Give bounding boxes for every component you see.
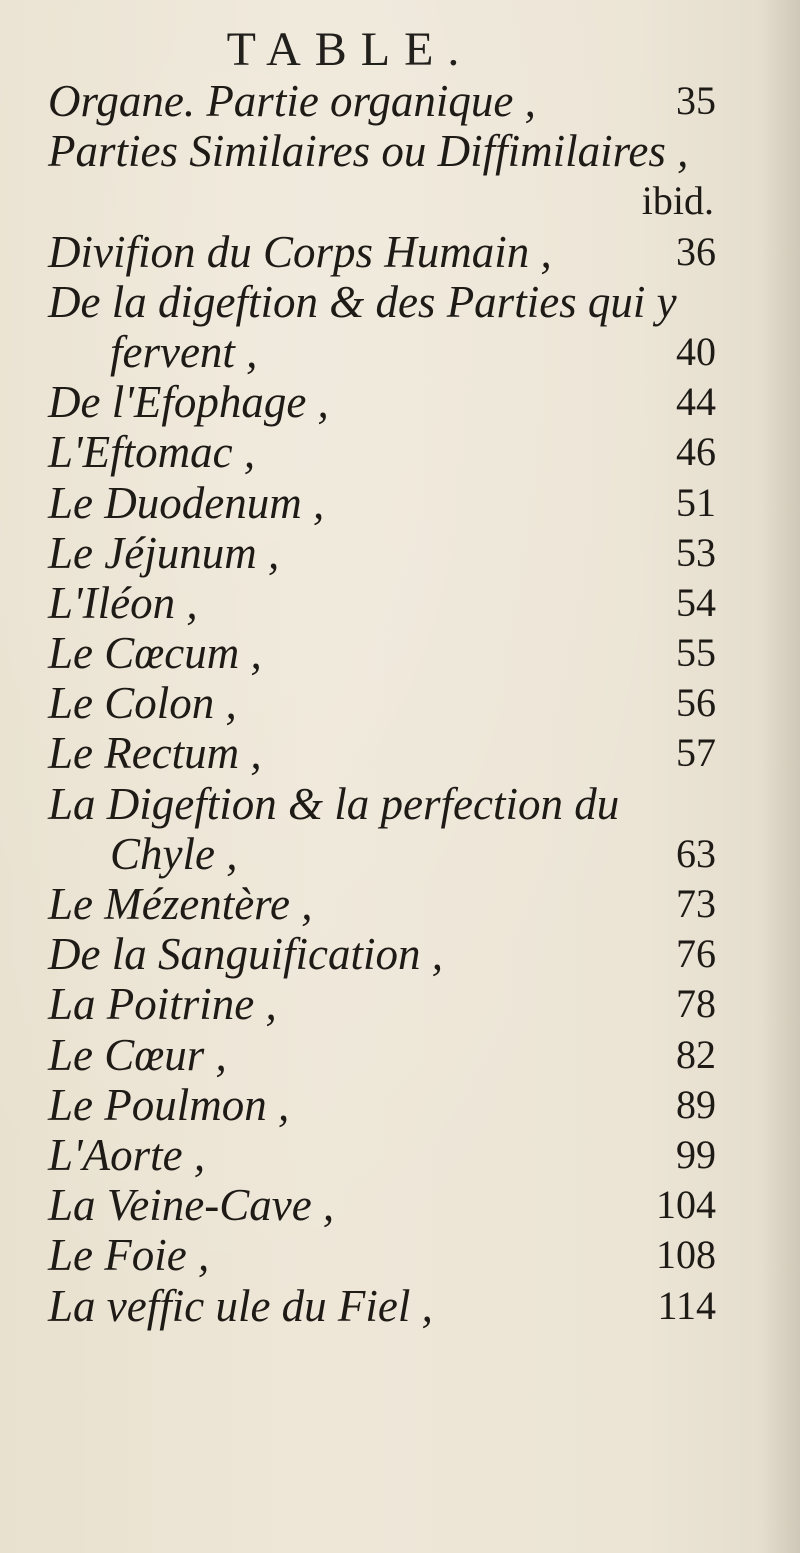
entry-page-number: 36 bbox=[676, 228, 716, 274]
toc-entry bbox=[48, 779, 716, 829]
toc-entry bbox=[48, 1130, 716, 1180]
entry-page-number: 44 bbox=[676, 379, 716, 425]
entry-page-number: 53 bbox=[676, 529, 716, 575]
entry-label: Parties Similaires ou Diffimilaires , bbox=[48, 126, 689, 177]
toc-entry bbox=[48, 277, 716, 327]
entry-page-number: 56 bbox=[676, 680, 716, 726]
entry-label: L'Aorte , bbox=[48, 1129, 206, 1180]
toc-entry bbox=[48, 327, 716, 377]
entry-label: Chyle , bbox=[110, 828, 238, 879]
toc-entry bbox=[48, 377, 716, 427]
entry-label: La Poitrine , bbox=[48, 979, 277, 1030]
entry-label: Organe. Partie organique , bbox=[48, 76, 536, 126]
toc-entry bbox=[48, 929, 716, 979]
entry-label: Le Colon , bbox=[48, 678, 237, 729]
toc-entry bbox=[48, 76, 716, 126]
entry-page-number: 89 bbox=[676, 1081, 716, 1127]
entry-page-number: 55 bbox=[676, 630, 716, 676]
entry-label: Le Mézentère , bbox=[48, 879, 313, 929]
toc-entry bbox=[48, 829, 716, 879]
toc-entry bbox=[48, 478, 716, 528]
entry-page-number: 73 bbox=[676, 881, 716, 926]
table-of-contents bbox=[48, 76, 716, 1331]
entry-label: Divifion du Corps Humain , bbox=[48, 226, 552, 277]
entry-label: L'Iléon , bbox=[48, 577, 198, 628]
entry-page-number: 40 bbox=[676, 328, 716, 374]
entry-label: Le Duodenum , bbox=[48, 477, 325, 528]
entry-page-number: 104 bbox=[656, 1182, 716, 1228]
entry-label: fervent , bbox=[110, 326, 258, 377]
entry-label: Le Foie , bbox=[48, 1230, 210, 1281]
entry-page-number: ibid. bbox=[641, 178, 714, 224]
entry-page-number: 46 bbox=[676, 429, 716, 475]
entry-label: Le Cœcum , bbox=[48, 628, 262, 679]
entry-label: La Veine-Cave , bbox=[48, 1180, 335, 1231]
entry-label: De la digeftion & des Parties qui y bbox=[48, 276, 677, 327]
entry-page-number: 54 bbox=[676, 579, 716, 625]
toc-entry bbox=[48, 1180, 716, 1230]
toc-entry bbox=[48, 1281, 716, 1331]
toc-entry bbox=[48, 227, 716, 277]
toc-entry bbox=[48, 1030, 716, 1080]
toc-entry bbox=[48, 1080, 716, 1130]
entry-label: Le Cœur , bbox=[48, 1029, 227, 1080]
toc-entry bbox=[48, 578, 716, 628]
entry-label: Le Jéjunum , bbox=[48, 527, 280, 578]
entry-page-number: 114 bbox=[657, 1282, 716, 1328]
toc-entry bbox=[48, 528, 716, 578]
entry-page-number: 63 bbox=[676, 830, 716, 876]
toc-entry bbox=[48, 879, 716, 929]
entry-page-number: 108 bbox=[656, 1232, 716, 1278]
entry-page-number: 78 bbox=[676, 981, 716, 1027]
toc-entry bbox=[48, 979, 716, 1029]
page-title: TABLE. bbox=[226, 23, 474, 76]
entry-label: La veffic ule du Fiel , bbox=[48, 1280, 433, 1331]
entry-page-number: 99 bbox=[676, 1131, 716, 1177]
entry-label: De l'Efophage , bbox=[48, 377, 329, 428]
entry-page-number: 76 bbox=[676, 931, 716, 977]
toc-entry bbox=[48, 427, 716, 477]
entry-page-number: 51 bbox=[676, 479, 716, 525]
toc-entry bbox=[48, 1230, 716, 1280]
entry-page-number: 82 bbox=[676, 1031, 716, 1077]
entry-label: Le Poulmon , bbox=[48, 1079, 290, 1130]
toc-entry bbox=[48, 728, 716, 778]
page-edge-shadow bbox=[760, 0, 800, 1553]
toc-entry bbox=[48, 126, 716, 176]
toc-entry bbox=[48, 628, 716, 678]
entry-label: La Digeftion & la perfection du bbox=[48, 778, 620, 829]
entry-page-number: 57 bbox=[676, 730, 716, 776]
entry-label: L'Eftomac , bbox=[48, 427, 256, 478]
entry-label: Le Rectum , bbox=[48, 728, 262, 779]
toc-entry bbox=[48, 678, 716, 728]
toc-entry bbox=[48, 176, 716, 226]
entry-page-number: 35 bbox=[676, 78, 716, 123]
entry-label: De la Sanguification , bbox=[48, 929, 443, 980]
